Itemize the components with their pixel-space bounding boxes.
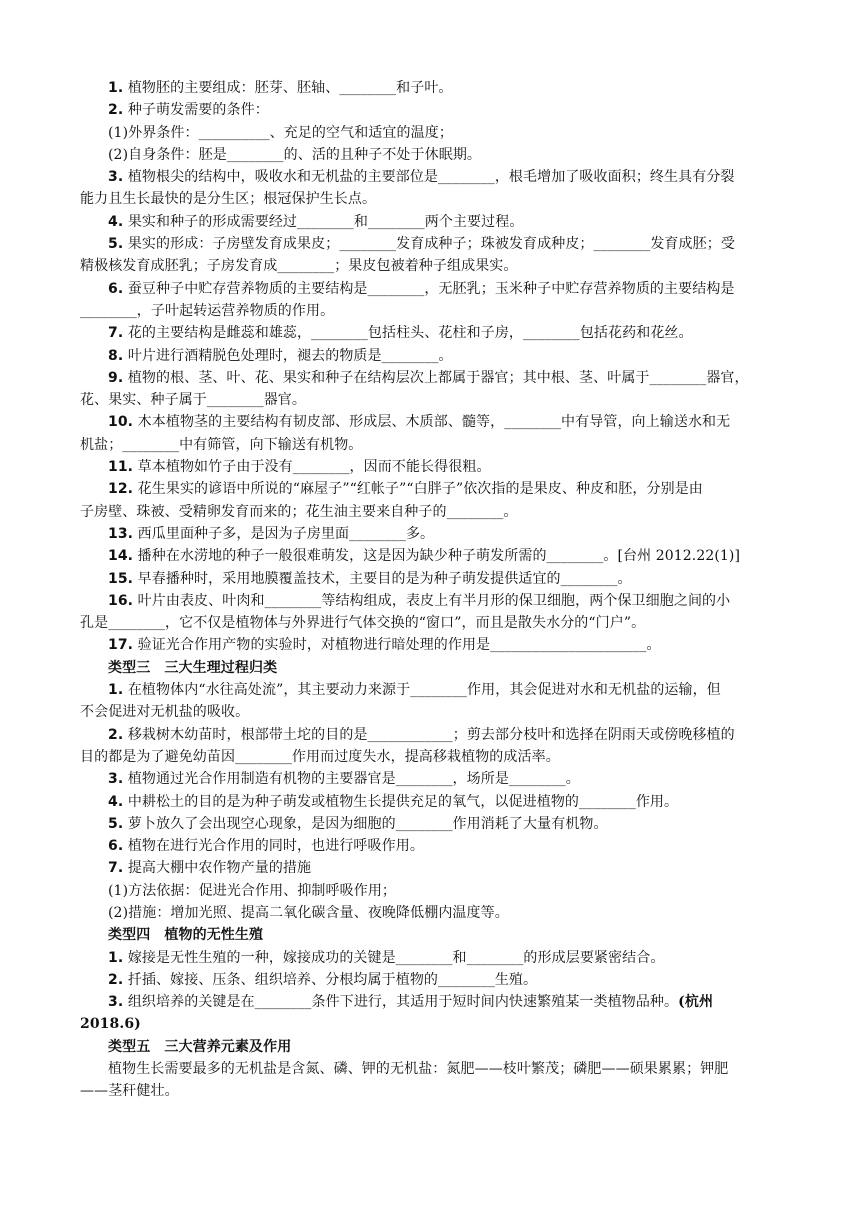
item-number: 7. (108, 860, 124, 877)
text-line (80, 255, 790, 277)
item-number: 1. (108, 80, 124, 96)
line-text: 花、果实、种子属于________器官。 (80, 392, 306, 409)
line-text: 中耕松土的目的是为种子萌发或植物生长提供充足的氧气，以促进植物的________作用。 (123, 793, 679, 810)
line-text: 植物根尖的结构中，吸收水和无机盐的主要部位是________，根毛增加了吸收面积；终生具有分裂 (123, 169, 735, 186)
text-line (80, 99, 790, 121)
text-line (80, 634, 790, 656)
item-number: 7. (108, 325, 124, 342)
text-line (80, 791, 790, 813)
text-line (80, 345, 790, 367)
line-text: 提高大棚中农作物产量的措施 (123, 860, 312, 877)
item-number: 13. (108, 525, 134, 542)
line-text: 果实的形成：子房壁发育成果皮；________发育成种子；珠被发育成种皮；________发育成胚；受 (123, 236, 735, 253)
line-text: (2)自身条件：胚是________的、活的且种子不处于休眠期。 (108, 146, 482, 163)
line-text: 植物在进行光合作用的同时，也进行呼吸作用。 (123, 838, 424, 855)
line-text: 植物的根、茎、叶、花、果实和种子在结构层次上都属于器官；其中根、茎、叶属于________器官， (123, 369, 749, 386)
line-text: 能力且生长最快的是分生区；根冠保护生长点。 (80, 191, 377, 208)
item-number: 3. (108, 169, 124, 186)
section-heading (80, 657, 790, 679)
line-text: 植物通过光合作用制造有机物的主要器官是________，场所是________。 (123, 771, 580, 788)
section-heading (80, 924, 790, 946)
item-number: 9. (108, 369, 124, 386)
item-number: 1. (108, 949, 124, 966)
item-number: 4. (108, 793, 124, 810)
line-text: 孔是________，它不仅是植物体与外界进行气体交换的“窗口”，而且是散失水分的“门户”。 (80, 615, 646, 632)
item-number: 2. (108, 971, 124, 988)
line-text: 不会促进对无机盐的吸收。 (80, 704, 250, 721)
line-text: 叶片由表皮、叶肉和________等结构组成，表皮上有半月形的保卫细胞，两个保卫细胞之间的小 (133, 592, 731, 609)
text-line (80, 1080, 790, 1102)
line-text: 扦插、嫁接、压条、组织培养、分根均属于植物的________生殖。 (123, 971, 538, 988)
line-text: 植物胚的主要组成：胚芽、胚轴、________和子叶。 (123, 80, 453, 96)
item-number: 5. (108, 815, 124, 832)
line-text: 机盐；________中有筛管，向下输送有机物。 (80, 436, 363, 453)
line-text: 子房壁、珠被、受精卵发育而来的；花生油主要来自种子的________。 (80, 503, 518, 520)
section-heading-text: 类型五 三大营养元素及作用 (108, 1038, 292, 1055)
line-text: 花生果实的谚语中所说的“麻屋子”“红帐子”“白胖子”依次指的是果皮、种皮和胚，分别是由 (133, 481, 703, 498)
item-number: 6. (108, 280, 124, 297)
text-line (80, 411, 790, 433)
text-line (80, 835, 790, 857)
line-text: 叶片进行酒精脱色处理时，褪去的物质是________。 (123, 347, 453, 364)
line-text: 花的主要结构是雌蕊和雄蕊，________包括柱头、花柱和子房，________包括花药和花丝。 (123, 325, 693, 342)
text-line (80, 857, 790, 879)
item-number: 1. (108, 682, 124, 699)
text-line (80, 523, 790, 545)
source-citation: (杭州 (678, 994, 714, 1011)
text-line (80, 612, 790, 634)
text-line (80, 233, 790, 255)
line-text: 植物生长需要最多的无机盐是含氮、磷、钾的无机盐：氮肥——枝叶繁茂；磷肥——硕果累累；钾肥 (108, 1061, 729, 1078)
line-text: 西瓜里面种子多，是因为子房里面________多。 (133, 525, 435, 542)
section-heading-text: 类型三 三大生理过程归类 (108, 659, 278, 676)
text-line (80, 367, 790, 389)
text-line (80, 144, 790, 166)
line-text: 组织培养的关键是在________条件下进行，其适用于短时间内快速繁殖某一类植物品种。 (123, 994, 679, 1011)
item-number: 17. (108, 637, 134, 654)
item-number: 8. (108, 347, 124, 364)
line-text: 在植物体内“水往高处流”，其主要动力来源于________作用，其会促进对水和无机盐的运输，但 (123, 682, 721, 699)
item-number: 5. (108, 236, 124, 253)
item-number: 2. (108, 102, 124, 119)
item-number: 15. (108, 570, 134, 587)
item-number: 12. (108, 481, 134, 498)
text-line (80, 813, 790, 835)
item-number: 10. (108, 414, 134, 431)
text-line (80, 122, 790, 144)
text-line (80, 322, 790, 344)
text-line (80, 501, 790, 523)
line-text: 验证光合作用产物的实验时，对植物进行暗处理的作用是______________________。 (133, 637, 661, 654)
text-line (80, 77, 790, 99)
line-text: ________，子叶起转运营养物质的作用。 (80, 302, 335, 319)
line-text: (1)方法依据：促进光合作用、抑制呼吸作用； (108, 882, 397, 899)
line-text: 移栽树木幼苗时，根部带土坨的目的是____________；剪去部分枝叶和选择在阴雨天或傍晚移植的 (123, 726, 735, 743)
text-line (80, 456, 790, 478)
text-line (80, 1013, 790, 1035)
text-line (80, 545, 790, 567)
line-text: 嫁接是无性生殖的一种，嫁接成功的关键是________和________的形成层要紧密结合。 (123, 949, 665, 966)
text-line (80, 300, 790, 322)
line-text: 早春播种时，采用地膜覆盖技术，主要目的是为种子萌发提供适宜的________。 (133, 570, 632, 587)
text-line (80, 434, 790, 456)
text-line (80, 991, 790, 1013)
item-number: 6. (108, 838, 124, 855)
text-line (80, 278, 790, 300)
text-line (80, 768, 790, 790)
line-text: 萝卜放久了会出现空心现象，是因为细胞的________作用消耗了大量有机物。 (123, 815, 608, 832)
text-line (80, 188, 790, 210)
item-number: 3. (108, 994, 124, 1011)
line-text: 木本植物茎的主要结构有韧皮部、形成层、木质部、髓等，________中有导管，向上输送水和无 (133, 414, 731, 431)
text-line (80, 746, 790, 768)
item-number: 3. (108, 771, 124, 788)
line-text: (1)外界条件：__________、充足的空气和适宜的温度； (108, 124, 453, 141)
item-number: 14. (108, 548, 134, 565)
line-text: 蚕豆种子中贮存营养物质的主要结构是________，无胚乳；玉米种子中贮存营养物质的主要结构是 (123, 280, 735, 297)
text-line (80, 679, 790, 701)
line-text: 种子萌发需要的条件： (123, 102, 269, 119)
text-line (80, 478, 790, 500)
text-line (80, 880, 790, 902)
line-text: 播种在水涝地的种子一般很难萌发，这是因为缺少种子萌发所需的________。[台州 2012.22(1)] (133, 548, 741, 565)
text-line (80, 902, 790, 924)
section-heading (80, 1036, 790, 1058)
line-text: 精极核发育成胚乳；子房发育成________；果皮包被着种子组成果实。 (80, 258, 518, 275)
text-line (80, 969, 790, 991)
line-text: 草本植物如竹子由于没有________，因而不能长得很粗。 (133, 459, 491, 476)
line-text: 目的都是为了避免幼苗因________作用而过度失水，提高移栽植物的成活率。 (80, 748, 560, 765)
item-number: 4. (108, 213, 124, 230)
line-text: 果实和种子的形成需要经过________和________两个主要过程。 (123, 213, 524, 230)
text-line (80, 389, 790, 411)
line-text: (2)措施：增加光照、提高二氧化碳含量、夜晚降低棚内温度等。 (108, 904, 509, 921)
text-line (80, 947, 790, 969)
line-text: ——茎秆健壮。 (80, 1083, 179, 1100)
text-line (80, 1058, 790, 1080)
text-line (80, 701, 790, 723)
item-number: 11. (108, 459, 134, 476)
item-number: 16. (108, 592, 134, 609)
text-line (80, 724, 790, 746)
item-number: 2. (108, 726, 124, 743)
text-line (80, 166, 790, 188)
source-citation: 2018.6) (80, 1016, 141, 1033)
text-line (80, 211, 790, 233)
text-line (80, 568, 790, 590)
section-heading-text: 类型四 植物的无性生殖 (108, 927, 264, 944)
text-line (80, 590, 790, 612)
